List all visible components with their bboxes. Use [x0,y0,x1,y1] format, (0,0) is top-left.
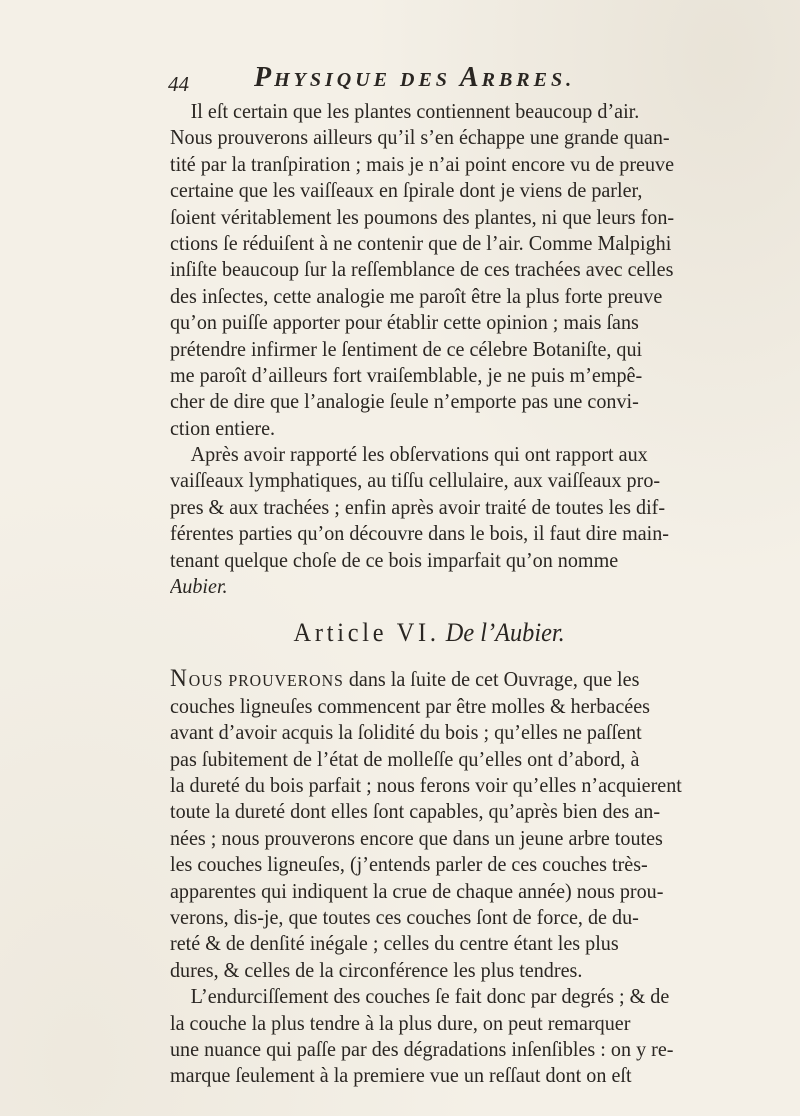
text-line: ction entiere. [170,415,276,440]
opening-rest: dans la ſuite de cet Ouvrage, que les [343,667,640,692]
page-number: 44 [168,72,189,96]
text-line: cher de dire que l’analogie ſeule n’emporte pas une convi- [170,389,639,414]
text-line: vaiſſeaux lymphatiques, au tiſſu cellulaire, aux vaiſſeaux pro- [170,468,661,493]
text-line: apparentes qui indiquent la crue de chaque année) nous prou- [170,878,664,903]
text-line: tité par la tranſpiration ; mais je n’ai point encore vu de preuve [170,151,675,176]
text-line: L’endurciſſement des couches ſe fait donc par degrés ; & de [190,984,670,1009]
spacer [170,599,763,614]
text-line: marque ſeulement à la premiere vue un reſſaut dont on eſt [170,1063,632,1088]
text-line: nées ; nous prouverons encore que dans un jeune arbre toutes [170,825,663,850]
text-line: qu’on puiſſe apporter pour établir cette opinion ; mais ſans [170,310,639,335]
text-line: les couches ligneuſes, (j’entends parler de ces couches très- [170,852,648,877]
running-title-end: RBRES. [481,69,576,91]
text-line: ctions ſe réduiſent à ne contenir que de l’air. Comme Malpighi [170,230,672,255]
article-heading [170,614,763,652]
text-line: la dureté du bois parfait ; nous ferons voir qu’elles n’acquierent [170,772,682,797]
running-title [254,62,575,94]
text-line: ſoient véritablement les poumons des plantes, ni que leurs fon- [170,204,675,229]
running-title-rest: HYSIQUE DES [274,69,460,91]
text-line: la couche la plus tendre à la plus dure, on peut remarquer [170,1010,631,1035]
text-line: tenant quelque choſe de ce bois imparfait qu’on nomme [170,547,619,572]
text-line: toute la dureté dont elles ſont capables, qu’après bien des an- [170,799,661,824]
text-line: certaine que les vaiſſeaux en ſpirale dont je viens de parler, [170,178,643,203]
text-line: prétendre infirmer le ſentiment de ce célebre Botaniſte, qui [170,336,643,361]
text-line: verons, dis-je, que toutes ces couches ſont de force, de du- [170,904,639,929]
text-line: dures, & celles de la circonférence les plus tendres. [170,957,583,982]
running-title-initial: P [254,62,275,93]
initial-letter: N [170,666,189,693]
text-line: inſiſte beaucoup ſur la reſſemblance de ces trachées avec celles [170,257,674,282]
text-line: pas ſubitement de l’état de molleſſe qu’elles ont d’abord, à [170,746,640,771]
text-line: Après avoir rapporté les obſervations qui ont rapport aux [190,442,648,467]
text-line: férentes parties qu’on découvre dans le bois, il faut dire main- [170,521,670,546]
text-line: me paroît d’ailleurs fort vraiſemblable, je ne puis m’empê- [170,362,643,387]
running-title-big-initial: A [459,62,482,93]
text-line: avant d’avoir acquis la ſolidité du bois ; qu’elles ne paſſent [170,720,642,745]
opening-line [170,666,763,692]
page-header [168,62,638,94]
text-line: reté & de denſité inégale ; celles du centre étant les plus [170,931,619,956]
text-line: une nuance qui paſſe par des dégradations inſenſibles : on y re- [170,1036,674,1061]
article-title: De l’Aubier. [445,618,565,648]
body-text [170,98,763,1089]
text-line: couches ligneuſes commencent par être molles & herbacées [170,693,650,718]
text-line-italic: Aubier. [170,574,228,599]
article-label: Article VI. [293,618,440,648]
text-line: pres & aux trachées ; enfin après avoir traité de toutes les dif- [170,494,666,519]
opening-smallcaps: OUS PROUVERONS [188,671,344,691]
text-line: Il eſt certain que les plantes contiennent beaucoup d’air. [190,99,640,123]
text-line: des inſectes, cette analogie me paroît être la plus forte preuve [170,283,663,308]
text-line: Nous prouverons ailleurs qu’il s’en échappe une grande quan- [170,125,670,150]
spacer [170,652,763,666]
